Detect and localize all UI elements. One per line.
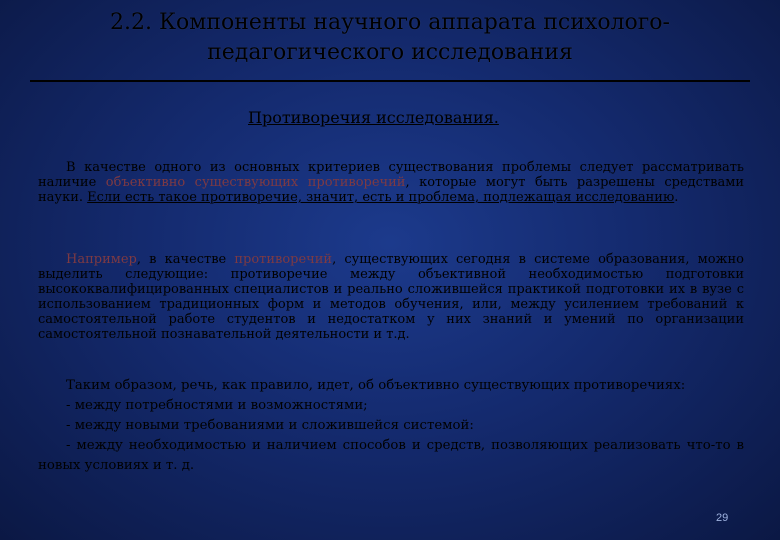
title-line-2: педагогического исследования	[207, 40, 573, 65]
summary-item-1: - между потребностями и возможностями;	[66, 398, 368, 413]
summary-intro: Таким образом, речь, как правило, идет, об объективно существующих противоречиях:	[66, 378, 686, 393]
p1-underlined: Если есть такое противоречие, значит, есть и проблема, подлежащая исследованию	[87, 190, 675, 205]
p2-highlight-contradictions: противоречий	[234, 252, 333, 267]
paragraph-summary	[38, 376, 744, 476]
slide-title	[40, 8, 740, 68]
p2-highlight-example: Например	[66, 252, 137, 267]
p1-text-a: В качестве одного из основных критериев существования проблемы следует рассматривать наличие	[38, 160, 744, 190]
p2-text-d: , существующих сегодня в системе образования, можно выделить следующие: противоречие между объективной необходимостью подготовки высококвалифицированных специалистов и реально сложившейся практикой подготовки их в вузе с использованием традиционных форм и методов обучения, или, между усилением требований к самостоятельной работе студентов и недостатком у них знаний и умений по организации самостоятельной познавательной деятельности и т.д.	[38, 252, 744, 342]
paragraph-example	[38, 252, 744, 342]
page-number: 29	[716, 512, 729, 524]
p1-highlight: объективно существующих противоречий	[105, 175, 406, 190]
p1-text-c: , которые могут быть разрешены средствами науки.	[38, 175, 744, 205]
p2-text-b: , в качестве	[136, 252, 235, 267]
title-divider	[30, 80, 750, 82]
summary-item-2: - между новыми требованиями и сложившейся системой:	[66, 418, 474, 433]
title-line-1: 2.2. Компоненты научного аппарата психолого-	[110, 10, 670, 35]
p1-text-e: .	[674, 190, 679, 205]
paragraph-criteria	[38, 160, 744, 205]
section-subtitle: Противоречия исследования.	[248, 108, 499, 127]
summary-item-3: - между необходимостью и наличием способов и средств, позволяющих реализовать что-то в новых условиях и т. д.	[38, 438, 744, 473]
